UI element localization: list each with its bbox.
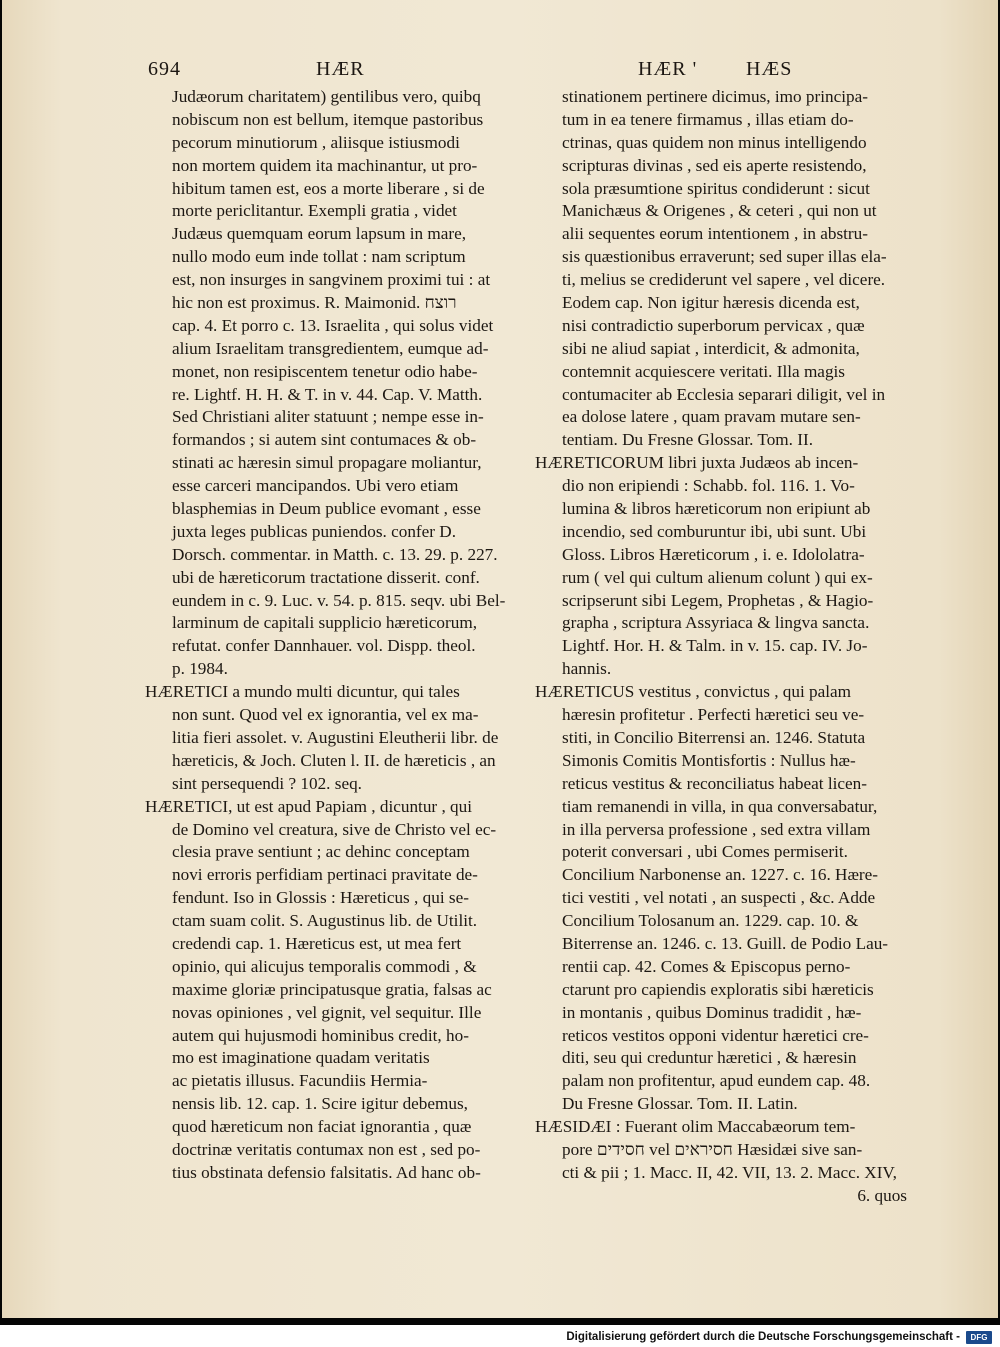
dfg-logo: DFG bbox=[966, 1331, 992, 1344]
text-line: hannis. bbox=[562, 659, 612, 679]
text-line: nobiscum non est bellum, itemque pastoribus bbox=[172, 109, 484, 129]
text-line: formandos ; si autem sint contumaces & ob- bbox=[172, 430, 477, 450]
text-line: Judæus quemquam eorum lapsum in mare, bbox=[172, 224, 467, 244]
text-line: in illa perversa professione , sed extra villam bbox=[562, 819, 871, 839]
text-line: monet, non resipiscentem tenetur odio habe- bbox=[172, 361, 478, 381]
text-line: sint persequendi ? 102. seq. bbox=[172, 773, 362, 793]
text-line: pecorum minutiorum , aliisque istiusmodi bbox=[172, 132, 460, 152]
text-line: re. Lightf. H. H. & T. in v. 44. Cap. V. Matth. bbox=[172, 384, 483, 404]
text-line: sola præsumtione spiritus condiderunt : sicut bbox=[562, 178, 870, 198]
text-line: stinationem pertinere dicimus, imo principa- bbox=[562, 87, 868, 106]
text-line: ubi de hæreticorum tractatione disserit. conf. bbox=[172, 567, 480, 587]
text-line: eundem in c. 9. Luc. v. 54. p. 815. seqv. ubi Bel- bbox=[172, 590, 506, 610]
text-line: sibi ne aliud sapiat , interdicit, & admonita, bbox=[562, 338, 860, 358]
digitization-footer bbox=[566, 1329, 992, 1345]
text-line: tum in ea tenere firmamus , illas etiam do- bbox=[562, 109, 854, 129]
text-line: lumina & libros hæreticorum non eripiunt ab bbox=[562, 499, 871, 519]
text-line: ctarunt pro capiendis exploratis sibi hæreticis bbox=[562, 979, 874, 999]
text-line: quod hæreticum non faciat ignorantia , quæ bbox=[172, 1117, 472, 1137]
running-head-left: HÆR bbox=[316, 58, 365, 80]
text-line: clesia prave sentiunt ; ac dehinc conceptam bbox=[172, 842, 470, 862]
text-line: Du Fresne Glossar. Tom. II. Latin. bbox=[562, 1094, 798, 1114]
text-line: doctrinæ veritatis contumax non est , sed po- bbox=[172, 1139, 481, 1159]
left-text-column bbox=[145, 86, 517, 1185]
text-line: de Domino vel creatura, sive de Christo vel ec- bbox=[172, 819, 497, 839]
text-line: novi erroris perfidiam pertinaci pravitate de- bbox=[172, 865, 478, 885]
text-line: tius obstinata defensio falsitatis. Ad hanc ob- bbox=[172, 1162, 481, 1182]
text-line: tentiam. Du Fresne Glossar. Tom. II. bbox=[562, 430, 814, 450]
text-line: Biterrense an. 1246. c. 13. Guill. de Podio Lau- bbox=[562, 933, 889, 953]
text-line: non mortem quidem ita machinantur, ut pro- bbox=[172, 155, 478, 175]
text-line: cti & pii ; 1. Macc. II, 42. VII, 13. 2. Macc. XIV, bbox=[562, 1162, 897, 1182]
text-line: ac pietatis illusus. Facundiis Hermia- bbox=[172, 1071, 428, 1091]
text-line: scripturas divinas , sed eis aperte resistendo, bbox=[562, 155, 867, 175]
text-line: credendi cap. 1. Hæreticus est, ut mea fert bbox=[172, 933, 462, 953]
text-line: maxime gloriæ principatusque gratia, falsas ac bbox=[172, 979, 492, 999]
text-line: Concilium Tolosanum an. 1229. cap. 10. & bbox=[562, 911, 859, 931]
text-line: autem qui hujusmodi hominibus credit, ho- bbox=[172, 1025, 469, 1045]
text-line: stiti, in Concilio Biterrensi an. 1246. Statuta bbox=[562, 727, 866, 747]
text-line: in montanis , quibus Dominus tradidit , hæ- bbox=[562, 1002, 862, 1022]
text-line: morte periclitantur. Exempli gratia , videt bbox=[172, 201, 457, 221]
text-line: hibitum tamen est, eos a morte liberare , si de bbox=[172, 178, 485, 198]
text-line: reticos vestitos opponi videntur hæretici cre- bbox=[562, 1025, 869, 1045]
text-line: poterit conversari , ubi Comes permiserit. bbox=[562, 842, 848, 862]
text-line: Manichæus & Origenes , & ceteri , qui non ut bbox=[562, 201, 877, 221]
text-line: ea dolose latere , quam pravam mutare sen- bbox=[562, 407, 861, 427]
text-line: blasphemias in Deum publice evomant , esse bbox=[172, 499, 481, 519]
text-line: rentii cap. 42. Comes & Episcopus perno- bbox=[562, 956, 851, 976]
right-text-column bbox=[535, 86, 907, 1208]
text-line: tiam remanendi in villa, in qua conversabatur, bbox=[562, 796, 878, 816]
text-line: grapha , scriptura Assyriaca & lingva sancta. bbox=[562, 613, 870, 633]
text-line: alii sequentes eorum intentionem , in abstru- bbox=[562, 224, 868, 244]
text-line: palam non profitentur, apud eundem cap. 48. bbox=[562, 1071, 871, 1091]
text-line: Dorsch. commentar. in Matth. c. 13. 29. p. 227. bbox=[172, 544, 498, 564]
text-line: ti, melius se crediderunt vel sapere , vel dicere. bbox=[562, 270, 886, 290]
text-line: stinati ac hæresin simul propagare moliantur, bbox=[172, 453, 482, 473]
text-line: incendio, sed comburuntur ibi, ubi sunt. Ubi bbox=[562, 521, 867, 541]
text-line: Lightf. Hor. H. & Talm. in v. 15. cap. IV. Jo- bbox=[562, 636, 868, 656]
text-line: mo est imaginatione quadam veritatis bbox=[172, 1048, 430, 1068]
text-line: contemnit acquiescere veritati. Illa magis bbox=[562, 361, 845, 381]
footer-credit-text: Digitalisierung gefördert durch die Deutsche Forschungsgemeinschaft - bbox=[566, 1331, 960, 1343]
text-line: fendunt. Iso in Glossis : Hæreticus , qui se- bbox=[172, 888, 469, 908]
text-line: hic non est proximus. R. Maimonid. רוצח bbox=[172, 293, 457, 313]
text-line: ctam suam colit. S. Augustinus lib. de Utilit. bbox=[172, 911, 478, 931]
text-line: Sed Christiani aliter statuunt ; nempe esse in- bbox=[172, 407, 484, 427]
text-line: sis quæstionibus erraverunt; sed super illas ela- bbox=[562, 247, 887, 267]
text-line: larminum de capitali supplicio hæreticorum, bbox=[172, 613, 478, 633]
text-line: tici vestiti , vel notati , an suspecti , &c. Adde bbox=[562, 888, 876, 908]
text-line: nensis lib. 12. cap. 1. Scire igitur debemus, bbox=[172, 1094, 468, 1114]
text-line: reticus vestitus & reconciliatus habeat licen- bbox=[562, 773, 867, 793]
text-line: opinio, qui alicujus temporalis commodi , & bbox=[172, 956, 477, 976]
running-head-middle: HÆR ' bbox=[638, 58, 698, 80]
text-line: HÆSIDÆI : Fuerant olim Maccabæorum tem- bbox=[535, 1117, 856, 1137]
text-line: Simonis Comitis Montisfortis : Nullus hæ- bbox=[562, 750, 856, 770]
text-line: scripserunt sibi Legem, Prophetas , & Hagio- bbox=[562, 590, 874, 610]
text-line: cap. 4. Et porro c. 13. Israelita , qui solus videt bbox=[172, 315, 494, 335]
text-line: HÆRETICI, ut est apud Papiam , dicuntur , qui bbox=[145, 796, 472, 816]
text-line: novas opiniones , vel gignit, vel sequitur. Ille bbox=[172, 1002, 482, 1022]
text-line: HÆRETICORUM libri juxta Judæos ab incen- bbox=[535, 453, 859, 473]
book-page bbox=[2, 0, 998, 1318]
text-line: pore חסידים vel חסיראים Hæsidæi sive san- bbox=[562, 1139, 863, 1159]
text-line: litia fieri assolet. v. Augustini Eleutherii libr. de bbox=[172, 727, 499, 747]
text-line: non sunt. Quod vel ex ignorantia, vel ex ma- bbox=[172, 705, 479, 725]
text-line: p. 1984. bbox=[172, 659, 228, 679]
text-line: dio non eripiendi : Schabb. fol. 116. 1. Vo- bbox=[562, 476, 855, 496]
text-line: est, non insurges in sangvinem proximi tui : at bbox=[172, 270, 491, 290]
text-line: nullo modo eum inde tollat : nam scriptum bbox=[172, 247, 466, 267]
text-line: juxta leges publicas puniendos. confer D. bbox=[172, 521, 456, 541]
text-line: 6. quos bbox=[857, 1185, 907, 1205]
page-number: 694 bbox=[148, 58, 181, 80]
page-header bbox=[148, 58, 908, 86]
running-head-right: HÆS bbox=[746, 58, 793, 80]
text-line: alium Israelitam transgredientem, eumque ad- bbox=[172, 338, 489, 358]
text-line: hæresin profitetur . Perfecti hæretici seu ve- bbox=[562, 705, 865, 725]
text-line: refutat. confer Dannhauer. vol. Dispp. theol. bbox=[172, 636, 476, 656]
text-line: Eodem cap. Non igitur hæresis dicenda est, bbox=[562, 293, 860, 313]
text-line: contumaciter ab Ecclesia separari diligit, vel in bbox=[562, 384, 886, 404]
text-line: HÆRETICUS vestitus , convictus , qui palam bbox=[535, 682, 852, 702]
text-line: Concilium Narbonense an. 1227. c. 16. Hære- bbox=[562, 865, 878, 885]
text-line: diti, seu qui creduntur hæretici , & hæresin bbox=[562, 1048, 857, 1068]
text-line: Gloss. Libros Hæreticorum , i. e. Idololatra- bbox=[562, 544, 865, 564]
text-line: nisi contradictio superborum pervicax , quæ bbox=[562, 315, 865, 335]
text-line: Judæorum charitatem) gentilibus vero, quibq bbox=[172, 87, 481, 106]
text-line: esse carceri mancipandos. Ubi vero etiam bbox=[172, 476, 459, 496]
text-line: HÆRETICI a mundo multi dicuntur, qui tales bbox=[145, 682, 460, 702]
text-line: rum ( vel qui cultum alienum colunt ) qui ex- bbox=[562, 567, 873, 587]
text-line: ctrinas, quas quidem non minus intelligendo bbox=[562, 132, 867, 152]
text-line: hæreticis, & Joch. Cluten l. II. de hæreticis , an bbox=[172, 750, 496, 770]
